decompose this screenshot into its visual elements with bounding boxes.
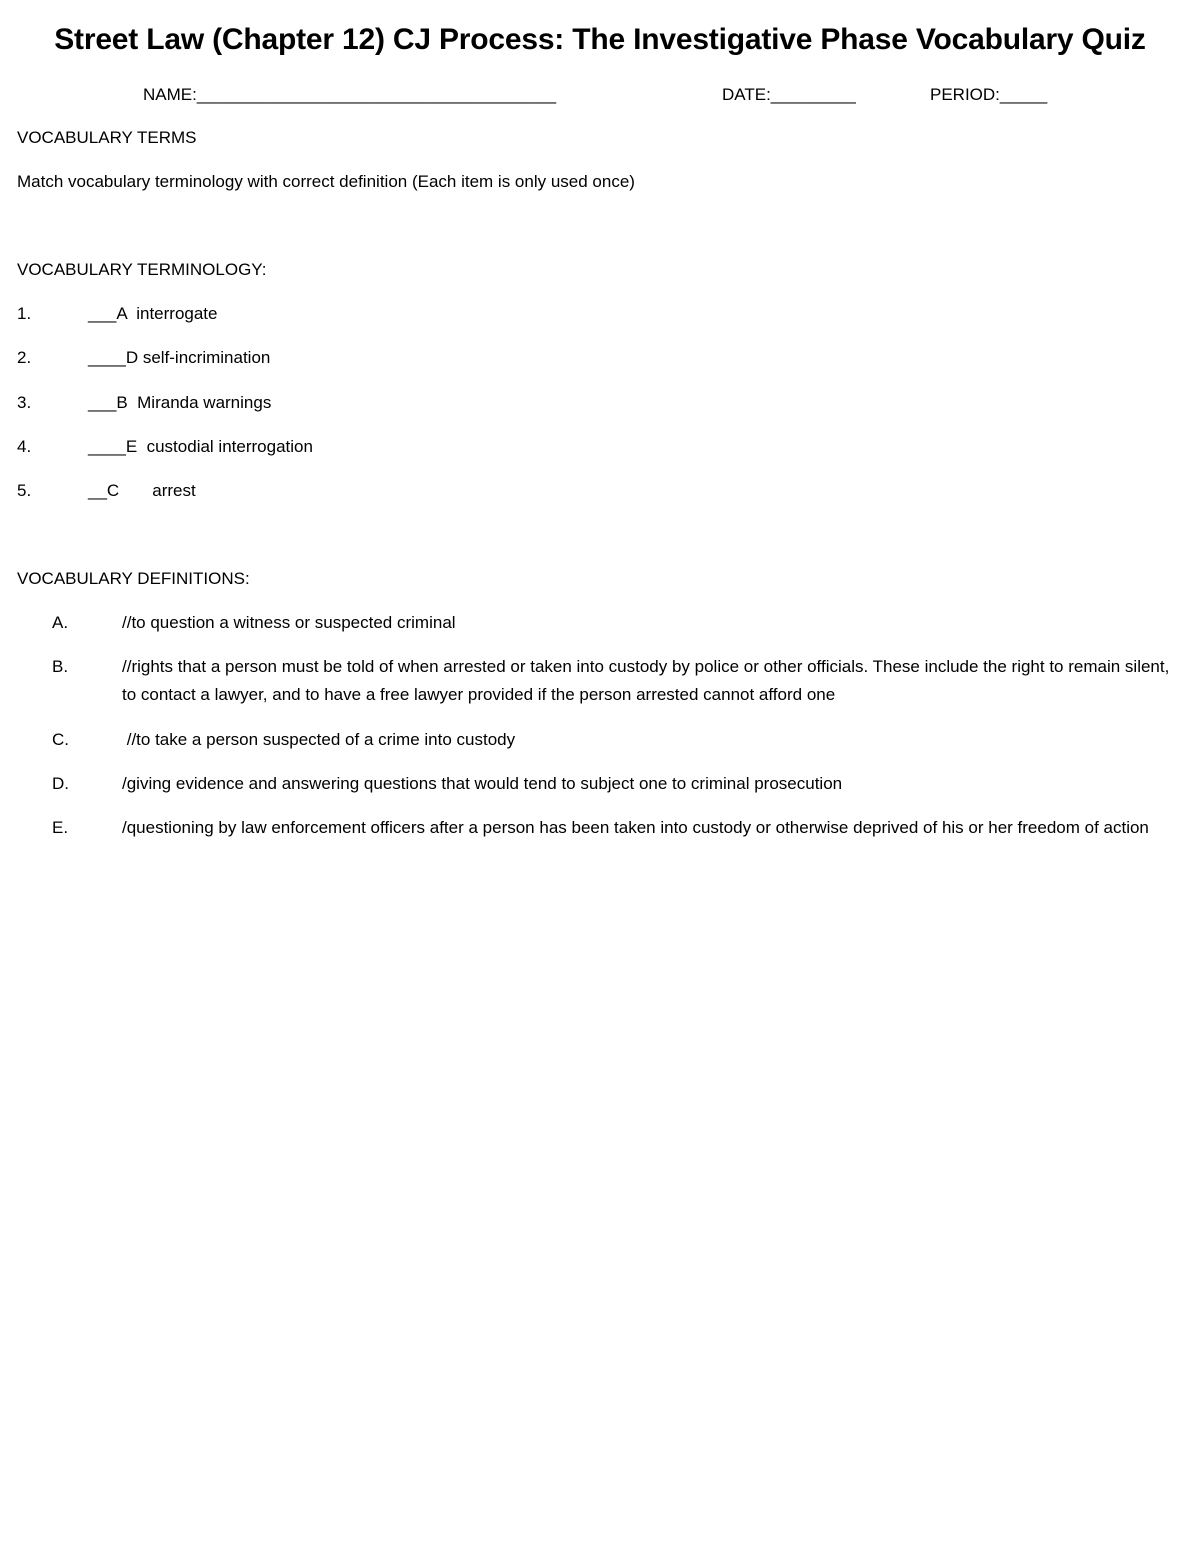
page-title: Street Law (Chapter 12) CJ Process: The Investigative Phase Vocabulary Quiz bbox=[54, 23, 1146, 56]
definition-letter: B. bbox=[52, 657, 69, 676]
definition-text: //to take a person suspected of a crime into custody bbox=[122, 730, 516, 749]
term-text: ____E custodial interrogation bbox=[88, 437, 313, 456]
term-text: ____D self-incrimination bbox=[88, 348, 271, 367]
definition-letter: D. bbox=[52, 774, 69, 793]
date-field: DATE:_________ bbox=[722, 85, 856, 104]
definition-letter: C. bbox=[52, 730, 69, 749]
instructions: Match vocabulary terminology with correct definition (Each item is only used once) bbox=[17, 172, 635, 191]
period-field: PERIOD:_____ bbox=[930, 85, 1048, 104]
definition-text: //to question a witness or suspected criminal bbox=[122, 613, 456, 632]
definition-text: /questioning by law enforcement officers after a person has been taken into custody or otherwise deprived of his or her freedom of action bbox=[122, 818, 1149, 837]
term-number: 2. bbox=[17, 348, 32, 367]
definition-letter: E. bbox=[52, 818, 69, 837]
section-heading: VOCABULARY TERMS bbox=[17, 128, 197, 147]
term-text: ___B Miranda warnings bbox=[88, 393, 272, 412]
term-number: 3. bbox=[17, 393, 32, 412]
term-number: 5. bbox=[17, 481, 32, 500]
definition-letter: A. bbox=[52, 613, 69, 632]
definitions-heading: VOCABULARY DEFINITIONS: bbox=[17, 569, 250, 588]
terminology-heading: VOCABULARY TERMINOLOGY: bbox=[17, 260, 267, 279]
definition-text: //rights that a person must be told of when arrested or taken into custody by police or other officials. These include the right to remain silent, to contact a lawyer, and to have a free lawyer provided if the person arrested cannot afford one bbox=[122, 657, 1175, 704]
name-field: NAME:______________________________________ bbox=[143, 85, 557, 104]
definition-text: /giving evidence and answering questions that would tend to subject one to criminal prosecution bbox=[122, 774, 843, 793]
term-number: 1. bbox=[17, 304, 32, 323]
term-number: 4. bbox=[17, 437, 32, 456]
term-text: __C arrest bbox=[88, 481, 196, 500]
term-text: ___A interrogate bbox=[88, 304, 218, 323]
